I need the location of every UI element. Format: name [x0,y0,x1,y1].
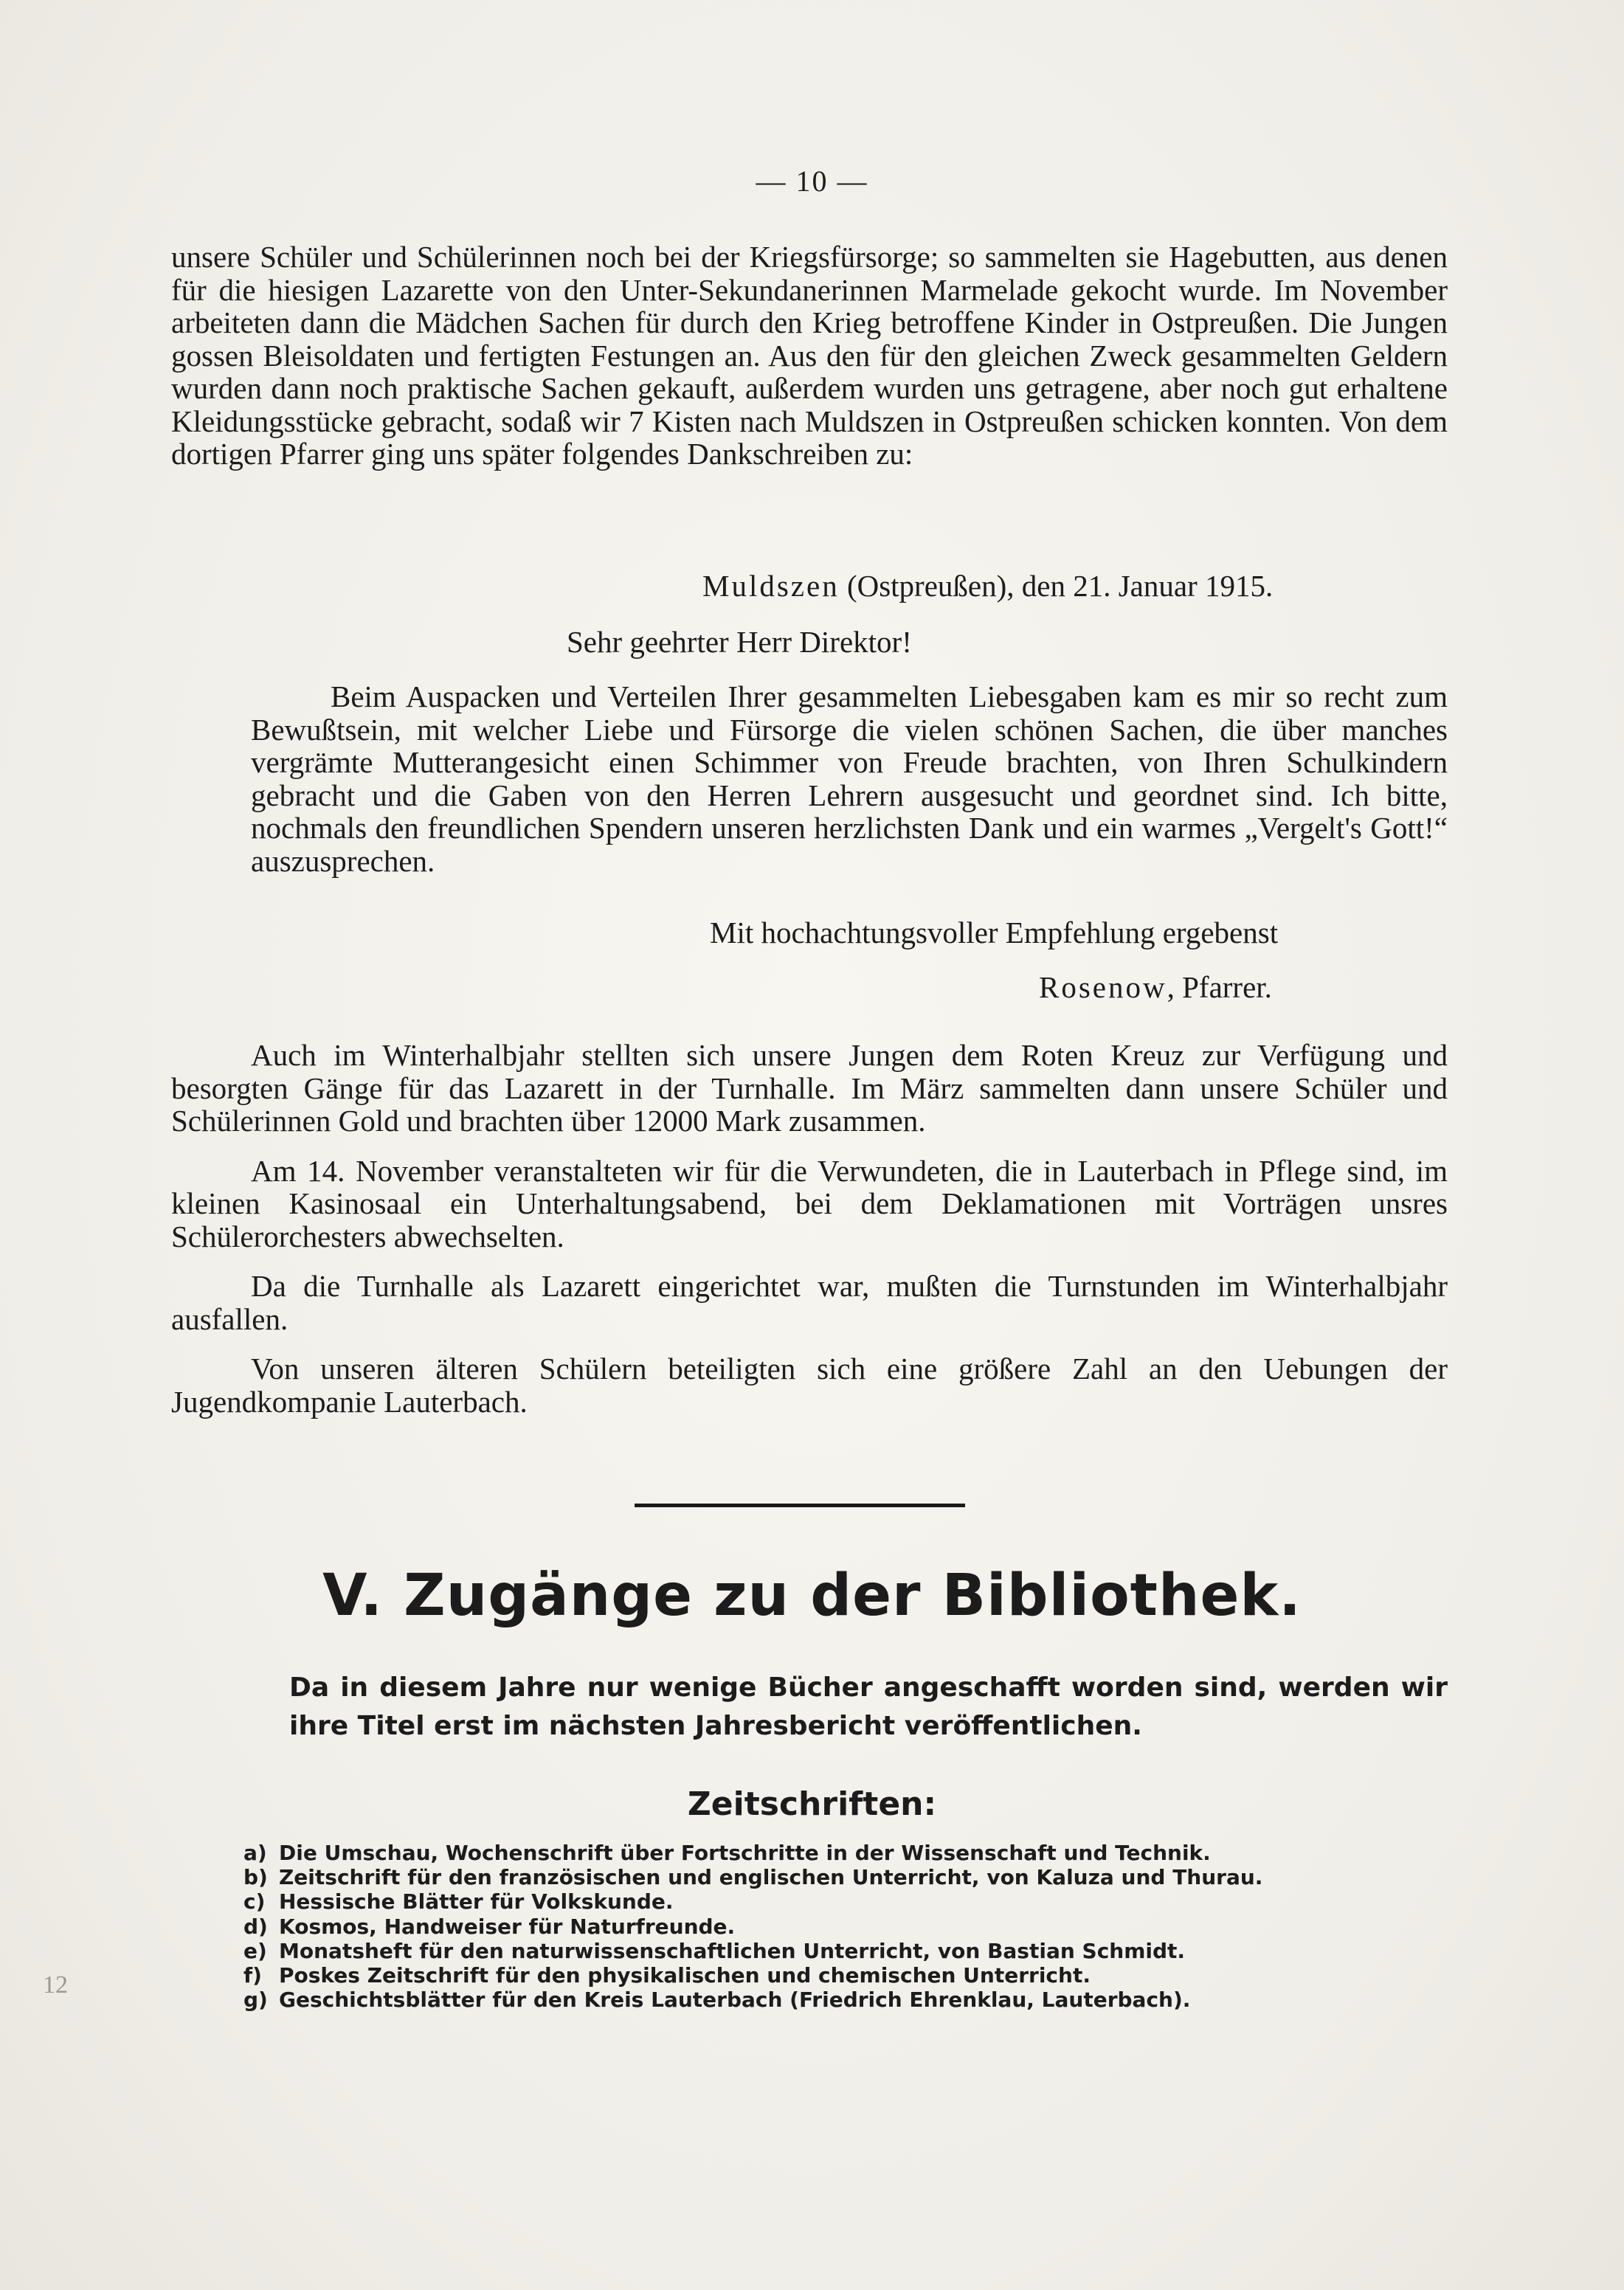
letter-body-text: Beim Auspacken und Verteilen Ihrer gesammelten Liebesgaben kam es mir so recht zum Bewußtsein, mit welcher Liebe und Fürsorge die vielen schönen Sachen, die über manches vergrämte Mutterangesicht einen Schimmer von Freude brachten, von Ihren Schulkindern gebracht und die Gaben von den Herren Lehrern ausgesucht und geordnet sind. Ich bitte, nochmals den freundlichen Spendern unseren herzlichsten Dank und ein warmes „Vergelt's Gott!“ auszusprechen. [251,679,1448,878]
closing-paragraphs [171,1039,1448,1418]
list-letter: a) [243,1841,267,1865]
journal-title: Poskes Zeitschrift für den physikalischen und chemischen Unterricht. [279,1963,1091,1988]
letter-signature [1039,971,1272,1004]
letter-closing: Mit hochachtungsvoller Empfehlung ergebenst [710,916,1279,949]
list-letter: b) [243,1865,268,1890]
letter-salutation: Sehr geehrter Herr Direktor! [567,625,912,659]
list-letter: d) [243,1914,268,1939]
list-item [243,1963,1454,1988]
list-letter: f) [243,1963,262,1988]
section-heading: V. Zugänge zu der Bibliothek. [322,1563,1302,1629]
page-number: — 10 — [756,165,868,198]
journal-title: Hessische Blätter für Volkskunde. [279,1889,674,1914]
list-item [243,1841,1454,1865]
paragraph: Von unseren älteren Schülern beteiligten sich eine größere Zahl an den Uebungen der Jugendkompanie Lauterbach. [171,1352,1448,1419]
opening-paragraph [171,241,1448,471]
list-letter: e) [243,1938,267,1963]
signature-title: , Pfarrer. [1167,970,1272,1004]
list-item [243,1914,1454,1939]
journal-title: Geschichtsblätter für den Kreis Lauterbach (Friedrich Ehrenklau, Lauterbach). [279,1988,1191,2013]
section-divider [635,1504,965,1507]
letter-date: (Ostpreußen), den 21. Januar 1915. [839,569,1274,603]
letter-body [251,680,1448,877]
list-item [243,1889,1454,1914]
signature-name: Rosenow [1039,970,1167,1004]
list-item [243,1939,1454,1963]
paragraph: Auch im Winterhalbjahr stellten sich unsere Jungen dem Roten Kreuz zur Verfügung und besorgten Gänge für das Lazarett in der Turnhalle. Im März sammelten dann unsere Schüler und Schülerinnen Gold und brachten über 12000 Mark zusammen. [171,1038,1448,1138]
paragraph: Da die Turnhalle als Lazarett eingerichtet war, mußten die Turnstunden im Winterhalbjahr ausfallen. [171,1269,1448,1336]
journal-title: Die Umschau, Wochenschrift über Fortschritte in der Wissenschaft und Technik. [279,1841,1211,1865]
letter-place: Muldszen [702,569,840,603]
letter-place-date [702,570,1273,603]
margin-mark: 12 [43,1971,68,1999]
list-letter: g) [243,1988,268,2013]
list-letter: c) [243,1889,266,1914]
journal-title: Monatsheft für den naturwissenschaftlichen Unterricht, von Bastian Schmidt. [279,1938,1186,1963]
list-item [243,1988,1454,2012]
journal-title: Kosmos, Handweiser für Naturfreunde. [279,1914,736,1939]
paragraph: Am 14. November veranstalteten wir für die Verwundeten, die in Lauterbach in Pflege sind, im kleinen Kasinosaal ein Unterhaltungsabend, bei dem Deklamationen mit Vorträgen unsres Schülerorchesters abwechselten. [171,1153,1448,1253]
paragraph: unsere Schüler und Schülerinnen noch bei der Kriegsfürsorge; so sammelten sie Hagebutten, aus denen für die hiesigen Lazarette von den Unter-Sekundanerinnen Marmelade gekocht wurde. Im November arbeiteten dann die Mädchen Sachen für durch den Krieg betroffene Kinder in Ostpreußen. Die Jungen gossen Bleisoldaten und fertigten Festungen an. Aus den für den gleichen Zweck gesammelten Geldern wurden dann noch praktische Sachen gekauft, außerdem wurden uns getragene, aber noch gut erhaltene Kleidungsstücke gebracht, sodaß wir 7 Kisten nach Muldszen in Ostpreußen schicken konnten. Von dem dortigen Pfarrer ging uns später folgendes Dankschreiben zu: [171,240,1448,471]
section-intro: Da in diesem Jahre nur wenige Bücher angeschafft worden sind, werden wir ihre Titel erst im nächsten Jahresbericht veröffentlichen. [289,1672,1448,1741]
list-item [243,1865,1454,1889]
journal-list [243,1841,1454,2012]
journals-heading: Zeitschriften: [687,1785,937,1823]
journal-title: Zeitschrift für den französischen und englischen Unterricht, von Kaluza und Thurau. [279,1865,1263,1890]
